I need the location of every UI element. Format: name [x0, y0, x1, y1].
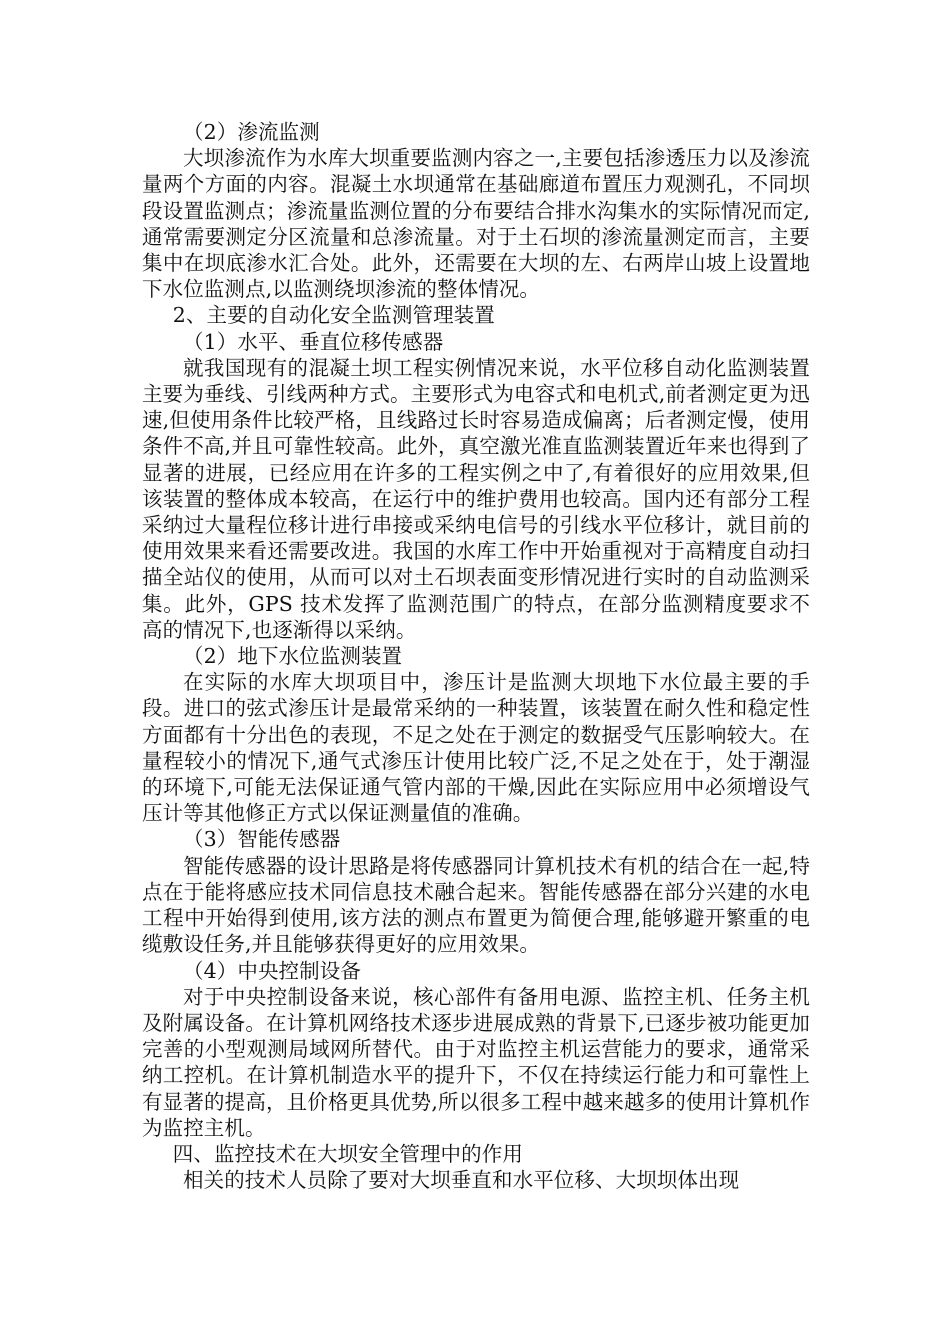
- section-heading-monitoring-role: 四、监控技术在大坝安全管理中的作用: [172, 1141, 523, 1166]
- paragraph-monitoring-role: 相关的技术人员除了要对大坝垂直和水平位移、大坝坝体出现: [183, 1168, 740, 1193]
- section-heading-central-control: （4）中央控制设备: [183, 958, 361, 983]
- section-heading-groundwater: （2）地下水位监测装置: [183, 644, 403, 669]
- paragraph-groundwater: 在实际的水库大坝项目中，渗压计是监测大坝地下水位最主要的手段。进口的弦式渗压计是最常采纳的一种装置，该装置在耐久性和稳定性方面都有十分出色的表现，不足之处在于测定的数据受气压影响较大。在量程较小的情况下,通气式渗压计使用比较广泛,不足之处在于，处于潮湿的环境下,可能无法保证通气管内部的干燥,因此在实际应用中必须增设气压计等其他修正方式以保证测量值的准确。: [142, 670, 810, 826]
- paragraph-displacement: 就我国现有的混凝土坝工程实例情况来说，水平位移自动化监测装置主要为垂线、引线两种方式。主要形式为电容式和电机式,前者测定更为迅速,但使用条件比较严格，且线路过长时容易造成偏离；后者测定慢，使用条件不高,并且可靠性较高。此外，真空激光准直监测装置近年来也得到了显著的进展，已经应用在许多的工程实例之中了,有着很好的应用效果,但该装置的整体成本较高，在运行中的维护费用也较高。国内还有部分工程采纳过大量程位移计进行串接或采纳电信号的引线水平位移计，就目前的使用效果来看还需要改进。我国的水库工作中开始重视对于高精度自动扫描全站仪的使用，从而可以对土石坝表面变形情况进行实时的自动监测采集。此外，GPS 技术发挥了监测范围广的特点，在部分监测精度要求不高的情况下,也逐渐得以采纳。: [142, 355, 810, 642]
- paragraph-central-control: 对于中央控制设备来说，核心部件有备用电源、监控主机、任务主机及附属设备。在计算机网络技术逐步进展成熟的背景下,已逐步被功能更加完善的小型观测局域网所替代。由于对监控主机运营能力的要求，通常采纳工控机。在计算机制造水平的提升下，不仅在持续运行能力和可靠性上有显著的提高，且价格更具优势,所以很多工程中越来越多的使用计算机作为监控主机。: [142, 984, 810, 1140]
- section-heading-monitoring-devices: 2、主要的自动化安全监测管理装置: [172, 303, 495, 328]
- paragraph-seepage: 大坝渗流作为水库大坝重要监测内容之一,主要包括渗透压力以及渗流量两个方面的内容。混凝土水坝通常在基础廊道布置压力观测孔，不同坝段设置监测点；渗流量监测位置的分布要结合排水沟集水的实际情况而定,通常需要测定分区流量和总渗流量。对于土石坝的渗流量测定而言，主要集中在坝底渗水汇合处。此外，还需要在大坝的左、右两岸山坡上设置地下水位监测点,以监测绕坝渗流的整体情况。: [142, 146, 810, 302]
- section-heading-smart-sensors: （3）智能传感器: [183, 827, 341, 852]
- section-heading-seepage-monitoring: （2）渗流监测: [183, 120, 320, 144]
- section-heading-displacement-sensors: （1）水平、垂直位移传感器: [183, 329, 444, 354]
- document-body: [142, 119, 810, 1193]
- paragraph-smart-sensors: 智能传感器的设计思路是将传感器同计算机技术有机的结合在一起,特点在于能将感应技术同信息技术融合起来。智能传感器在部分兴建的水电工程中开始得到使用,该方法的测点布置更为简便合理,能够避开繁重的电缆敷设任务,并且能够获得更好的应用效果。: [142, 853, 810, 957]
